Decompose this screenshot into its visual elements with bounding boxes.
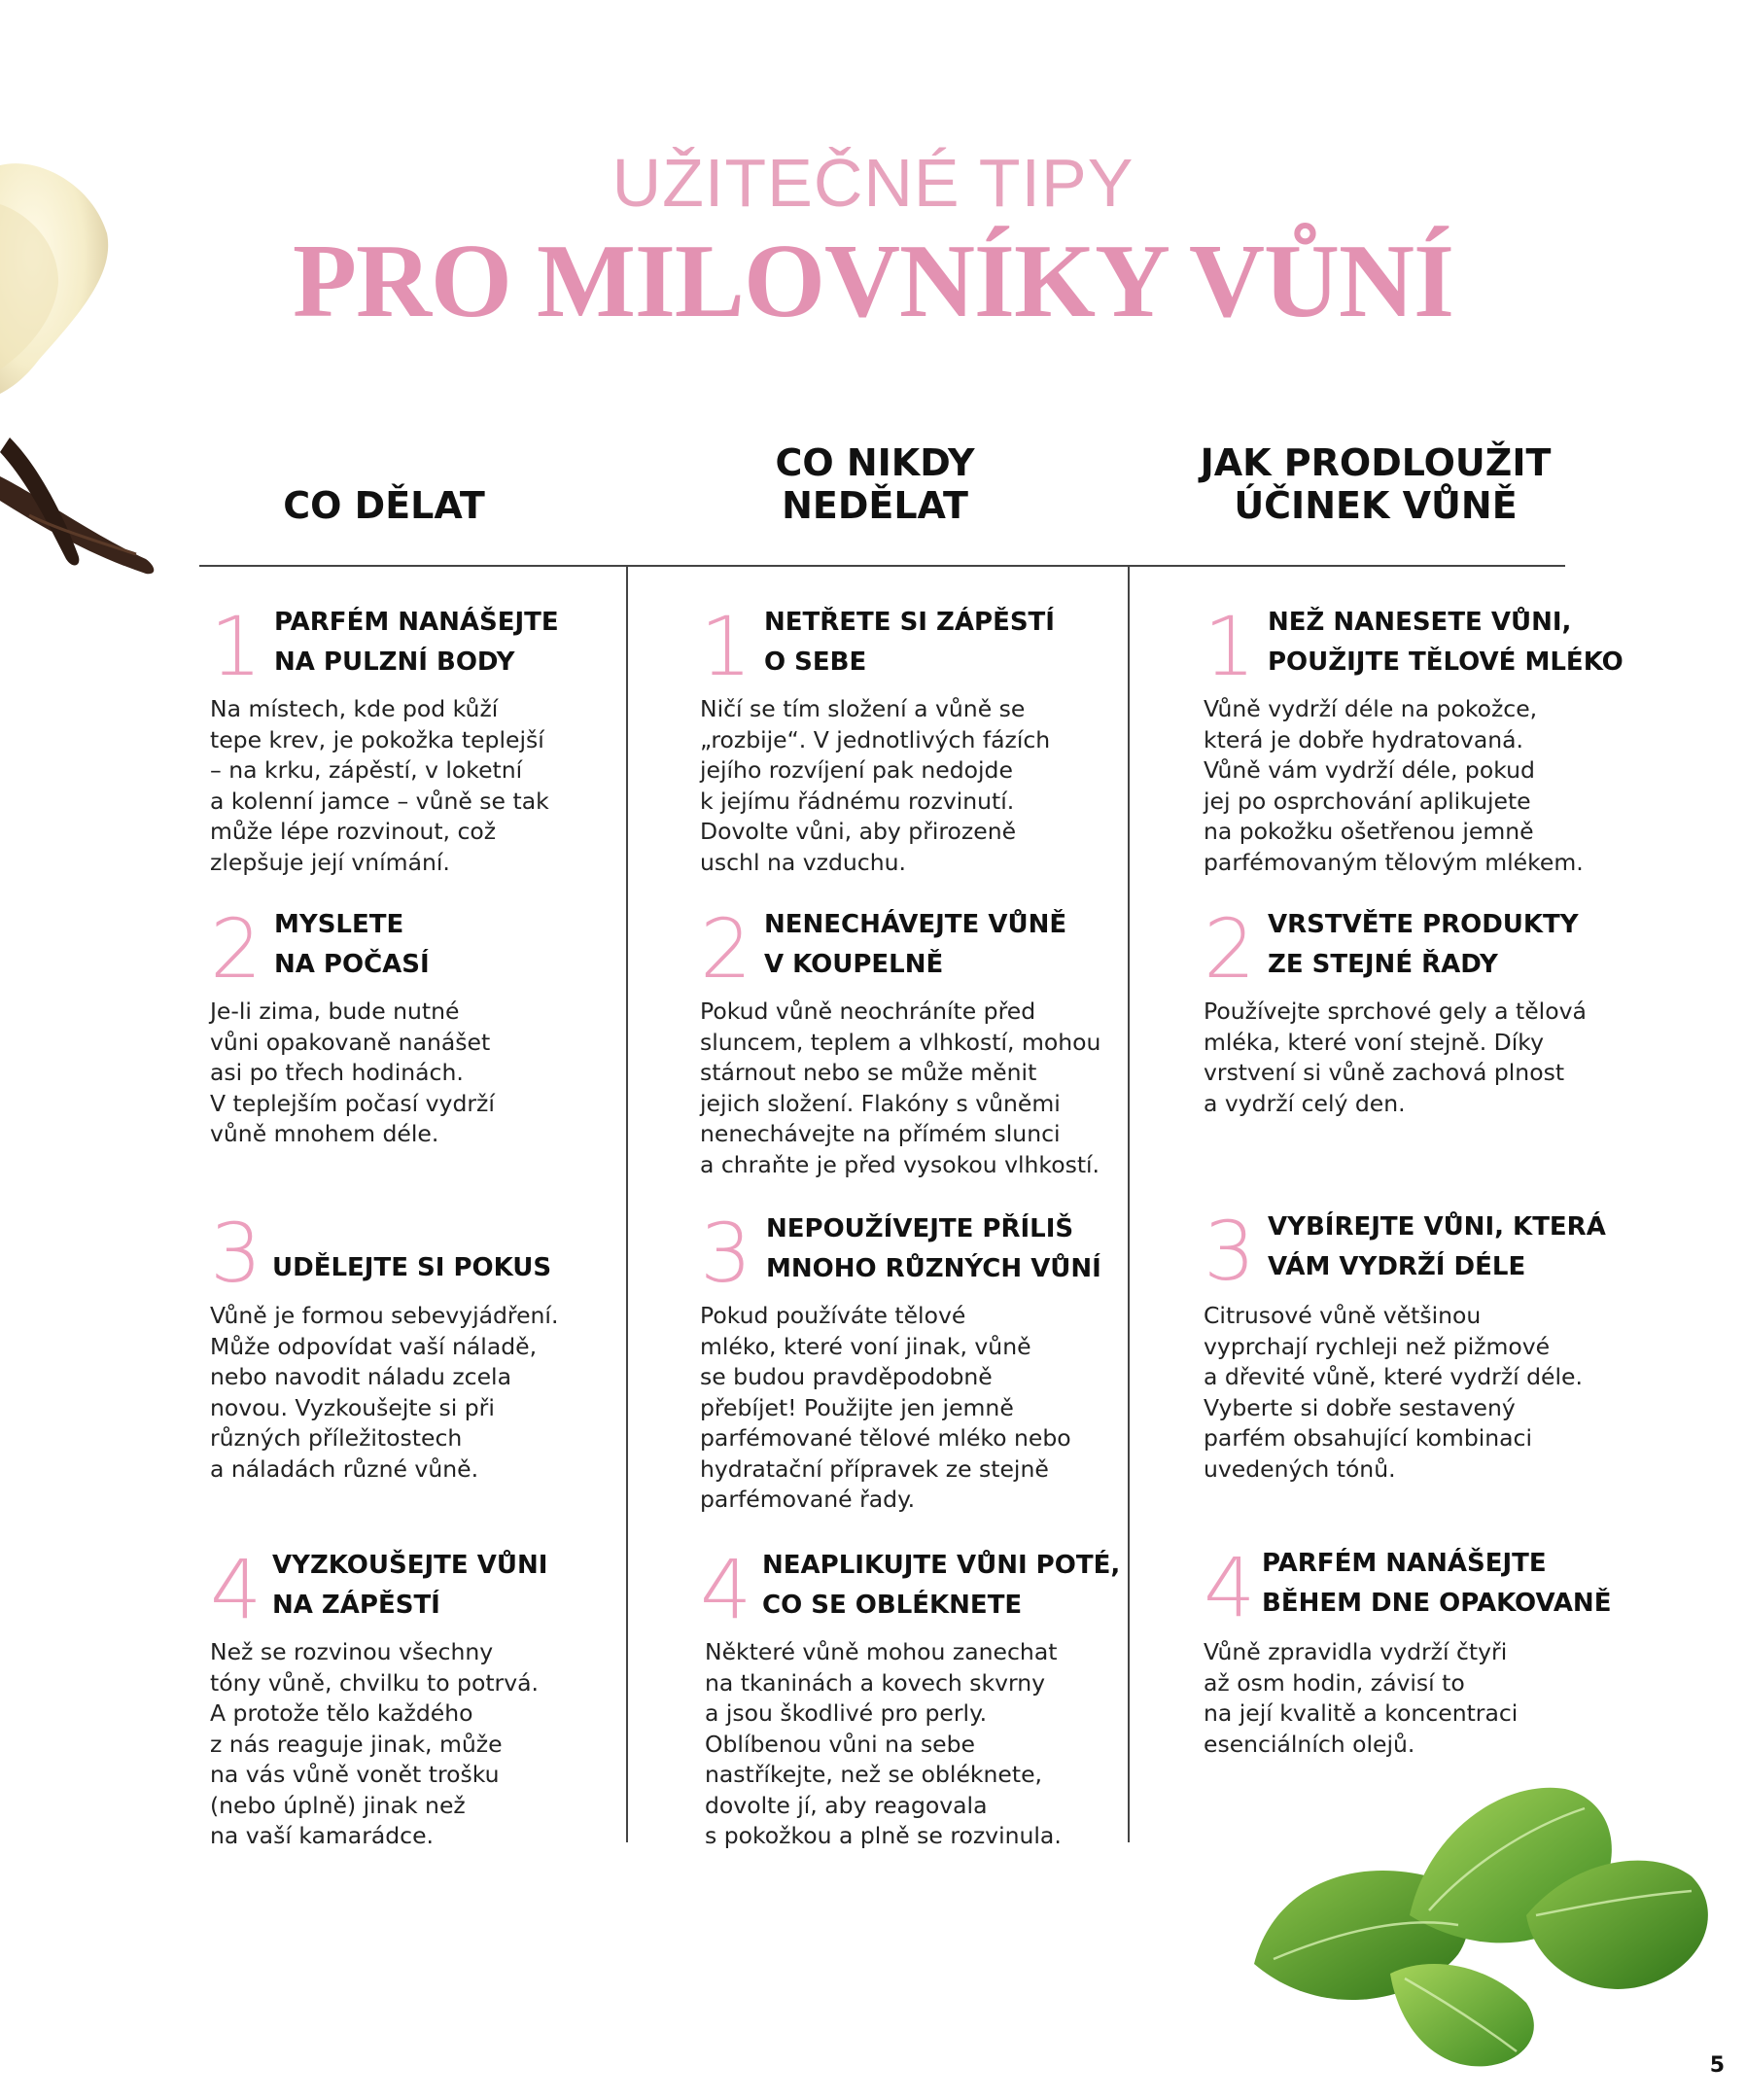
tip-heading-line: CO SE OBLÉKNETE <box>762 1591 1023 1620</box>
tip-body-line: uvedených tónů. <box>1204 1454 1396 1483</box>
tip-body-line: asi po třech hodinách. <box>210 1059 464 1086</box>
tip-body-line: Vůně zpravidla vydrží čtyři <box>1204 1638 1508 1665</box>
tip-body-line: vrstvení si vůně zachová plnost <box>1204 1059 1565 1086</box>
tip-body-line: až osm hodin, závisí to <box>1204 1668 1465 1697</box>
tip-number: 4 <box>700 1542 752 1637</box>
tip-body-line: tepe krev, je pokožka teplejší <box>210 725 544 753</box>
tip-body-line: na vás vůně vonět trošku <box>210 1761 500 1788</box>
tip-body-line: nastříkejte, než se obléknete, <box>705 1761 1043 1788</box>
tip-body-line: parfém obsahující kombinaci <box>1204 1424 1533 1452</box>
tip-heading-line: NEPOUŽÍVEJTE PŘÍLIŠ <box>766 1214 1074 1243</box>
tip-body-line: Na místech, kde pod kůží <box>210 695 499 722</box>
tip-heading <box>1268 1208 1606 1287</box>
tip-heading <box>762 1546 1120 1626</box>
tip-number: 1 <box>1204 599 1256 694</box>
tip-body-line: a kolenní jamce – vůně se tak <box>210 787 549 815</box>
tip-body <box>210 997 495 1150</box>
tip-heading-line: ZE STEJNÉ ŘADY <box>1268 950 1498 979</box>
tip-body-line: parfémované řady. <box>700 1486 916 1513</box>
tip-heading-line: NA PULZNÍ BODY <box>274 648 515 677</box>
tip-heading-line: BĚHEM DNE OPAKOVANĚ <box>1262 1589 1612 1618</box>
tip-body-line: V teplejším počasí vydrží <box>210 1089 495 1117</box>
tip-body <box>1204 997 1587 1119</box>
tip-body-line: s pokožkou a plně se rozvinula. <box>705 1822 1062 1849</box>
tip-body <box>700 997 1100 1180</box>
tip-body-line: A protože tělo každého <box>210 1699 473 1727</box>
tip-body-line: „rozbije“. V jednotlivých fázích <box>700 725 1051 753</box>
tip-heading-line: O SEBE <box>764 648 867 677</box>
column-divider <box>1128 567 1130 1842</box>
tip-body-line: (nebo úplně) jinak než <box>210 1791 466 1819</box>
tip-heading <box>1262 1544 1611 1624</box>
tip-body-line: Některé vůně mohou zanechat <box>705 1638 1058 1665</box>
tip-body-line: jej po osprchování aplikujete <box>1204 787 1531 815</box>
tip-number: 3 <box>1204 1204 1256 1299</box>
tip-heading-line: VYZKOUŠEJTE VŮNI <box>272 1551 548 1580</box>
column-heading-line: JAK PRODLOUŽIT <box>1200 441 1552 484</box>
tip-body-line: Vůně vám vydrží déle, pokud <box>1204 756 1535 784</box>
tip-body-line: stárnout nebo se může měnit <box>700 1059 1037 1086</box>
tip-body <box>700 694 1050 878</box>
tip-body-line: dovolte jí, aby reagovala <box>705 1791 988 1819</box>
tip-number: 2 <box>700 901 752 997</box>
tip-heading-line: VÁM VYDRŽÍ DÉLE <box>1268 1252 1526 1281</box>
tip-heading <box>766 1209 1101 1289</box>
tip-body-line: parfémované tělové mléko nebo <box>700 1424 1071 1452</box>
tip-body-line: Než se rozvinou všechny <box>210 1638 494 1665</box>
tip-body-line: která je dobře hydratovaná. <box>1204 725 1523 753</box>
tip-body-line: zlepšuje její vnímání. <box>210 848 450 876</box>
tip-body-line: novou. Vyzkoušejte si při <box>210 1393 495 1421</box>
column-heading-never <box>681 441 1069 527</box>
tip-body-line: se budou pravděpodobně <box>700 1363 993 1390</box>
tip-body-line: jejího rozvíjení pak nedojde <box>700 756 1013 784</box>
page-number: 5 <box>1709 2053 1725 2078</box>
tip-body-line: a vydrží celý den. <box>1204 1089 1406 1117</box>
column-heading-line: NEDĚLAT <box>782 484 968 527</box>
tip-body <box>700 1301 1071 1516</box>
tip-body-line: jejich složení. Flakóny s vůněmi <box>700 1089 1061 1117</box>
tip-body-line: Ničí se tím složení a vůně se <box>700 695 1026 722</box>
tip-body-line: parfémovaným tělovým mlékem. <box>1204 848 1584 876</box>
tip-body-line: sluncem, teplem a vlhkostí, mohou <box>700 1028 1101 1056</box>
tip-body-line: a chraňte je před vysokou vlhkostí. <box>700 1150 1100 1178</box>
tip-body-line: přebíjet! Použijte jen jemně <box>700 1393 1014 1421</box>
column-heading-line: CO DĚLAT <box>283 484 485 527</box>
tip-body <box>1204 1637 1518 1760</box>
tip-number: 3 <box>700 1206 752 1301</box>
tip-body <box>1204 694 1584 878</box>
tip-body-line: tóny vůně, chvilku to potrvá. <box>210 1668 539 1697</box>
tip-body-line: Používejte sprchové gely a tělová <box>1204 998 1587 1025</box>
tip-heading-line: PARFÉM NANÁŠEJTE <box>274 608 559 637</box>
tip-body-line: k jejímu řádnému rozvinutí. <box>700 787 1015 815</box>
tip-heading <box>272 1546 547 1626</box>
tip-body-line: a náladách různé vůně. <box>210 1454 479 1483</box>
tip-body-line: na vaší kamarádce. <box>210 1822 435 1849</box>
column-heading-line: ÚČINEK VŮNĚ <box>1234 484 1518 527</box>
tip-heading-line: UDĚLEJTE SI POKUS <box>272 1253 552 1282</box>
mint-leaves-image <box>1235 1769 1730 2081</box>
tip-body-line: na tkaninách a kovech skvrny <box>705 1668 1046 1697</box>
tip-body-line: vyprchají rychleji než pižmové <box>1204 1332 1551 1360</box>
tip-body-line: mléka, které voní stejně. Díky <box>1204 1028 1544 1056</box>
tip-body-line: Dovolte vůni, aby přirozeně <box>700 818 1017 845</box>
tip-heading-line: POUŽIJTE TĚLOVÉ MLÉKO <box>1268 648 1624 677</box>
tip-number: 3 <box>210 1206 262 1301</box>
column-heading-do <box>199 484 569 527</box>
tip-heading-line: NEAPLIKUJTE VŮNI POTÉ, <box>762 1551 1121 1580</box>
header-divider <box>199 565 1565 567</box>
tip-body-line: mléko, které voní jinak, vůně <box>700 1332 1031 1360</box>
tip-number: 1 <box>700 599 752 694</box>
tip-body-line: Oblíbenou vůni na sebe <box>705 1730 976 1758</box>
tip-body-line: Pokud vůně neochráníte před <box>700 998 1036 1025</box>
tip-heading <box>1268 603 1624 682</box>
tip-heading-line: MYSLETE <box>274 910 404 939</box>
tip-body-line: Je-li zima, bude nutné <box>210 998 460 1025</box>
tip-heading <box>272 1248 551 1288</box>
tip-body <box>1204 1301 1583 1485</box>
tip-heading-line: VYBÍREJTE VŮNI, KTERÁ <box>1268 1212 1606 1242</box>
subtitle: UŽITEČNÉ TIPY <box>611 145 1135 221</box>
tip-heading-line: PARFÉM NANÁŠEJTE <box>1262 1549 1547 1578</box>
tip-number: 4 <box>1204 1540 1256 1635</box>
tip-body-line: Vyberte si dobře sestavený <box>1204 1393 1516 1421</box>
tip-heading <box>1268 905 1579 985</box>
tip-body-line: z nás reaguje jinak, může <box>210 1730 503 1758</box>
tip-body-line: a jsou škodlivé pro perly. <box>705 1699 988 1727</box>
tip-heading-line: NA ZÁPĚSTÍ <box>272 1591 440 1620</box>
tip-body-line: na její kvalitě a koncentraci <box>1204 1699 1519 1727</box>
tip-body-line: a dřevité vůně, které vydrží déle. <box>1204 1363 1583 1390</box>
tip-body-line: na pokožku ošetřenou jemně <box>1204 818 1534 845</box>
tip-body-line: Vůně je formou sebevyjádření. <box>210 1302 559 1329</box>
tip-body <box>210 1637 539 1852</box>
tip-heading <box>764 603 1055 682</box>
column-heading-prolong <box>1137 441 1614 527</box>
tip-number: 1 <box>210 599 262 694</box>
tip-heading-line: NA POČASÍ <box>274 950 430 979</box>
page-title: PRO MILOVNÍKY VŮNÍ <box>292 224 1454 339</box>
tip-body-line: Pokud používáte tělové <box>700 1302 966 1329</box>
tip-heading-line: NEŽ NANESETE VŮNI, <box>1268 608 1572 637</box>
tip-heading <box>274 603 559 682</box>
tip-number: 2 <box>1204 901 1256 997</box>
tip-body-line: Citrusové vůně většinou <box>1204 1302 1482 1329</box>
tip-heading-line: MNOHO RŮZNÝCH VŮNÍ <box>766 1254 1101 1283</box>
tip-body-line: esenciálních olejů. <box>1204 1730 1415 1758</box>
tip-body <box>210 1301 558 1485</box>
column-divider <box>626 567 628 1842</box>
column-heading-line: CO NIKDY <box>775 441 975 484</box>
tip-body-line: vůni opakovaně nanášet <box>210 1028 491 1056</box>
tip-body-line: různých příležitostech <box>210 1424 463 1452</box>
tip-body-line: může lépe rozvinout, což <box>210 818 497 845</box>
tip-body <box>705 1637 1062 1852</box>
tip-body <box>210 694 549 878</box>
tip-heading <box>764 905 1066 985</box>
tip-body-line: – na krku, zápěstí, v loketní <box>210 756 523 784</box>
tip-number: 4 <box>210 1542 262 1637</box>
tip-heading-line: NETŘETE SI ZÁPĚSTÍ <box>764 608 1055 637</box>
tip-body-line: nebo navodit náladu zcela <box>210 1363 511 1390</box>
tip-body-line: nenechávejte na přímém slunci <box>700 1120 1061 1147</box>
tip-heading-line: V KOUPELNĚ <box>764 950 944 979</box>
tip-body-line: hydratační přípravek ze stejně <box>700 1454 1049 1483</box>
tip-heading-line: NENECHÁVEJTE VŮNĚ <box>764 910 1067 939</box>
tip-body-line: Vůně vydrží déle na pokožce, <box>1204 695 1538 722</box>
tip-number: 2 <box>210 901 262 997</box>
tip-body-line: Může odpovídat vaší náladě, <box>210 1332 538 1360</box>
tip-body-line: vůně mnohem déle. <box>210 1120 439 1147</box>
tip-heading <box>274 905 430 985</box>
tip-body-line: uschl na vzduchu. <box>700 848 906 876</box>
tip-heading-line: VRSTVĚTE PRODUKTY <box>1268 910 1579 939</box>
